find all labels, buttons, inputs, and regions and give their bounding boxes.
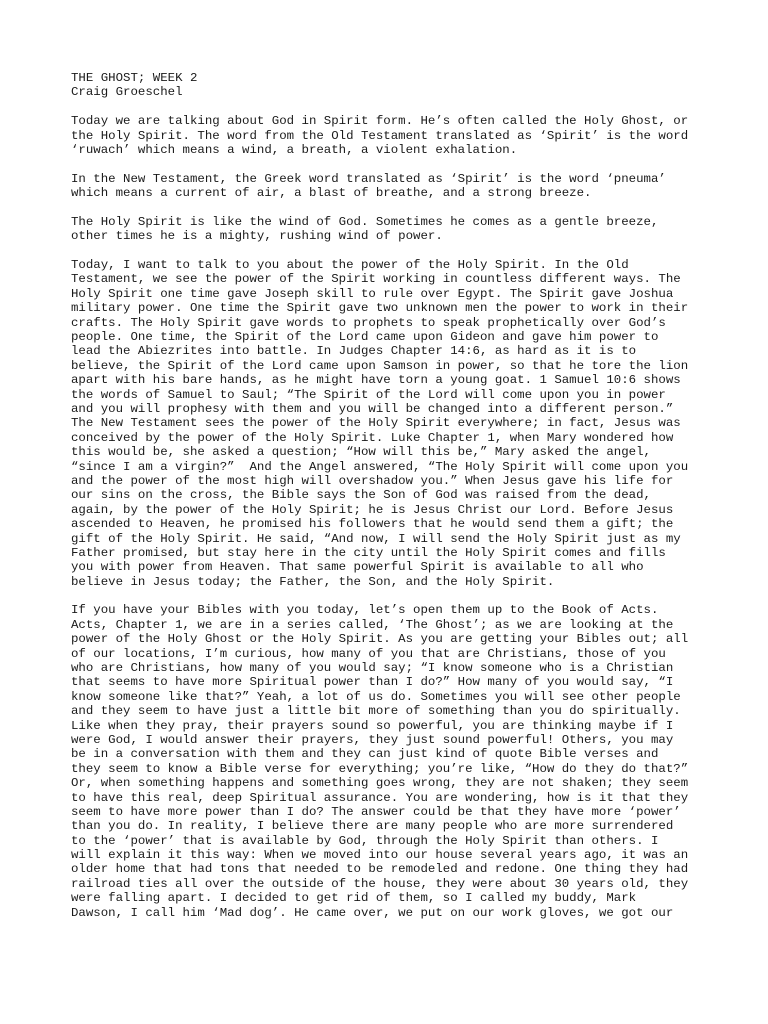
text-line: In the New Testament, the Greek word translated as ‘Spirit’ is the word ‘pneuma’ bbox=[71, 171, 666, 186]
text-line: and they seem to have just a little bit more of something than you do spiritually. bbox=[71, 704, 681, 719]
paragraph bbox=[71, 172, 711, 201]
text-line: apart with his bare hands, as he might have torn a young goat. 1 Samuel 10:6 shows bbox=[71, 373, 681, 388]
text-line: military power. One time the Spirit gave two unknown men the power to work in their bbox=[71, 301, 689, 316]
text-line: will explain it this way: When we moved into our house several years ago, it was an bbox=[71, 848, 689, 863]
text-line: railroad ties all over the outside of the house, they were about 30 years old, they bbox=[71, 876, 689, 891]
text-line: believe, the Spirit of the Lord came upon Samson in power, so that he tore the lion bbox=[71, 358, 689, 373]
text-line: The Holy Spirit is like the wind of God. Sometimes he comes as a gentle breeze, bbox=[71, 214, 659, 229]
document-title: THE GHOST; WEEK 2 bbox=[71, 71, 198, 85]
text-line: If you have your Bibles with you today, let’s open them up to the Book of Acts. bbox=[71, 603, 659, 618]
text-line: Dawson, I call him ‘Mad dog’. He came over, we put on our work gloves, we got our bbox=[71, 905, 674, 920]
text-line: be in a conversation with them and they can just kind of quote Bible verses and bbox=[71, 747, 659, 762]
text-line: this would be, she asked a question; “How will this be,” Mary asked the angel, bbox=[71, 445, 651, 460]
text-line: ascended to Heaven, he promised his followers that he would send them a gift; the bbox=[71, 517, 674, 532]
text-line: Father promised, but stay here in the city until the Holy Spirit comes and fills bbox=[71, 545, 666, 560]
text-line: believe in Jesus today; the Father, the Son, and the Holy Spirit. bbox=[71, 574, 555, 589]
text-line: than you do. In reality, I believe there are many people who are more surrendered bbox=[71, 819, 674, 834]
text-line: seem to have more power than I do? The answer could be that they have more ‘power’ bbox=[71, 804, 681, 819]
text-line: Holy Spirit one time gave Joseph skill to rule over Egypt. The Spirit gave Joshua bbox=[71, 286, 674, 301]
text-line: and you will prophesy with them and you will be changed into a different person.” bbox=[71, 401, 674, 416]
text-line: The New Testament sees the power of the Holy Spirit everywhere; in fact, Jesus was bbox=[71, 416, 681, 431]
text-line: Testament, we see the power of the Spirit working in countless different ways. The bbox=[71, 272, 681, 287]
document-header bbox=[71, 71, 711, 100]
text-line: and the power of the most high will overshadow you.” When Jesus gave his life for bbox=[71, 473, 674, 488]
text-line: you with power from Heaven. That same powerful Spirit is available to all who bbox=[71, 560, 644, 575]
document-page bbox=[71, 71, 711, 934]
text-line: other times he is a mighty, rushing wind of power. bbox=[71, 229, 443, 244]
text-line: crafts. The Holy Spirit gave words to prophets to speak prophetically over God’s bbox=[71, 315, 666, 330]
text-line: power of the Holy Ghost or the Holy Spirit. As you are getting your Bibles out; all bbox=[71, 632, 689, 647]
text-line: Today we are talking about God in Spirit form. He’s often called the Holy Ghost, or bbox=[71, 114, 689, 129]
text-line: Like when they pray, their prayers sound so powerful, you are thinking maybe if I bbox=[71, 718, 674, 733]
text-line: were falling apart. I decided to get rid of them, so I called my buddy, Mark bbox=[71, 891, 637, 906]
paragraph bbox=[71, 603, 711, 920]
text-line: “since I am a virgin?” And the Angel answered, “The Holy Spirit will come upon you bbox=[71, 459, 689, 474]
text-line: people. One time, the Spirit of the Lord came upon Gideon and gave him power to bbox=[71, 330, 659, 345]
paragraph bbox=[71, 258, 711, 589]
text-line: that seems to have more Spiritual power than I do?” How many of you would say, “I bbox=[71, 675, 674, 690]
paragraph bbox=[71, 114, 711, 157]
text-line: of our locations, I’m curious, how many of you that are Christians, those of you bbox=[71, 646, 666, 661]
text-line: older home that had tons that needed to be remodeled and redone. One thing they had bbox=[71, 862, 689, 877]
paragraph bbox=[71, 215, 711, 244]
text-line: lead the Abiezrites into battle. In Judges Chapter 14:6, as hard as it is to bbox=[71, 344, 637, 359]
text-line: our sins on the cross, the Bible says the Son of God was raised from the dead, bbox=[71, 488, 651, 503]
text-line: again, by the power of the Holy Spirit; he is Jesus Christ our Lord. Before Jesus bbox=[71, 502, 674, 517]
text-line: to the ‘power’ that is available by God, through the Holy Spirit than others. I bbox=[71, 833, 659, 848]
text-line: gift of the Holy Spirit. He said, “And now, I will send the Holy Spirit just as my bbox=[71, 531, 681, 546]
text-line: the words of Samuel to Saul; “The Spirit of the Lord will come upon you in power bbox=[71, 387, 666, 402]
text-line: know someone like that?” Yeah, a lot of us do. Sometimes you will see other people bbox=[71, 689, 681, 704]
document-body bbox=[71, 114, 711, 920]
text-line: to have this real, deep Spiritual assurance. You are wondering, how is it that they bbox=[71, 790, 689, 805]
text-line: Acts, Chapter 1, we are in a series called, ‘The Ghost’; as we are looking at the bbox=[71, 617, 674, 632]
text-line: the Holy Spirit. The word from the Old Testament translated as ‘Spirit’ is the word bbox=[71, 128, 689, 143]
text-line: were God, I would answer their prayers, they just sound powerful! Others, you may bbox=[71, 732, 674, 747]
text-line: which means a current of air, a blast of breathe, and a strong breeze. bbox=[71, 186, 592, 201]
text-line: Or, when something happens and something goes wrong, they are not shaken; they seem bbox=[71, 776, 689, 791]
text-line: Today, I want to talk to you about the power of the Holy Spirit. In the Old bbox=[71, 258, 629, 273]
text-line: they seem to know a Bible verse for everything; you’re like, “How do they do that?” bbox=[71, 761, 689, 776]
text-line: ‘ruwach’ which means a wind, a breath, a violent exhalation. bbox=[71, 142, 518, 157]
text-line: who are Christians, how many of you would say; “I know someone who is a Christian bbox=[71, 661, 674, 676]
document-author: Craig Groeschel bbox=[71, 85, 183, 100]
text-line: conceived by the power of the Holy Spirit. Luke Chapter 1, when Mary wondered how bbox=[71, 430, 674, 445]
